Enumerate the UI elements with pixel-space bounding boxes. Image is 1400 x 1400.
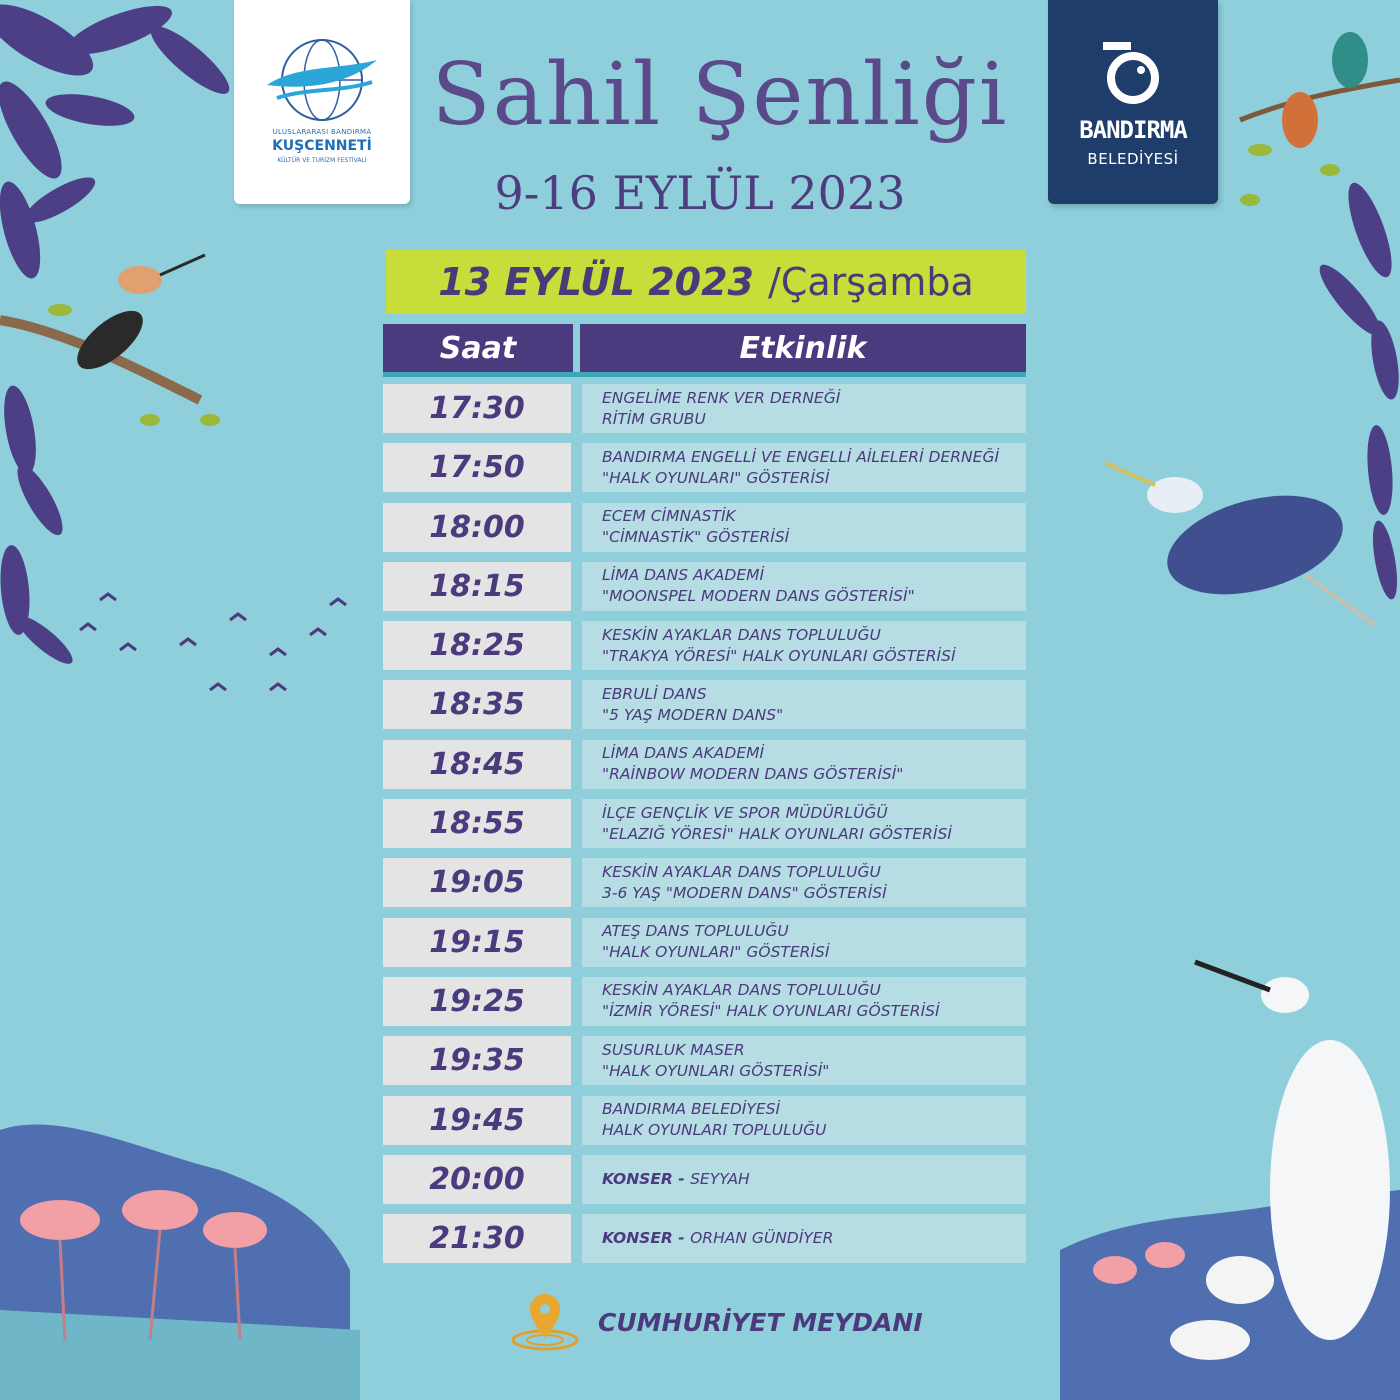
table-row: [383, 977, 1027, 1026]
row-event: [582, 799, 1026, 848]
row-time: 18:15: [383, 562, 571, 611]
municipality-subtitle: BELEDİYESİ: [1087, 150, 1179, 168]
row-time: 19:05: [383, 858, 571, 907]
concert-performer: ORHAN GÜNDİYER: [690, 1229, 834, 1248]
table-row: [383, 1036, 1027, 1085]
day-date: 13 EYLÜL 2023: [438, 260, 755, 304]
concert-line: [602, 1228, 1026, 1249]
row-time: 21:30: [383, 1214, 571, 1263]
row-time: 18:00: [383, 503, 571, 552]
event-line1: KESKİN AYAKLAR DANS TOPLULUĞU: [602, 862, 881, 881]
row-time: 19:45: [383, 1096, 571, 1145]
row-event: [582, 918, 1026, 967]
event-line1: ENGELİME RENK VER DERNEĞİ: [602, 388, 841, 407]
festival-org-line3: KÜLTÜR VE TURİZM FESTİVALİ: [277, 157, 367, 164]
row-time: 18:35: [383, 680, 571, 729]
event-line1: KESKİN AYAKLAR DANS TOPLULUĞU: [602, 981, 881, 1000]
row-time: 18:55: [383, 799, 571, 848]
bird-logo-icon: [1093, 40, 1173, 110]
row-event: [582, 1096, 1026, 1145]
foliage-right-illustration: [1200, 0, 1400, 720]
event-line1: LİMA DANS AKADEMİ: [602, 566, 765, 585]
municipality-name: BANDIRMA: [1079, 116, 1187, 144]
venue-name: CUMHURİYET MEYDANI: [598, 1307, 923, 1337]
event-line1: KESKİN AYAKLAR DANS TOPLULUĞU: [602, 625, 881, 644]
festival-org-name: KUŞCENNETİ: [272, 138, 372, 154]
event-line2: RİTİM GRUBU: [602, 409, 706, 428]
table-row: [383, 443, 1027, 492]
hoopoe-bird: [68, 255, 205, 380]
event-line2: "5 YAŞ MODERN DANS": [602, 705, 784, 724]
event-line2: "RAİNBOW MODERN DANS GÖSTERİSİ": [602, 765, 904, 784]
table-row: [383, 858, 1027, 907]
concert-label: KONSER: [602, 1169, 673, 1188]
venue: [510, 1292, 923, 1352]
table-row: [383, 1155, 1027, 1204]
row-time: 17:50: [383, 443, 571, 492]
event-line1: ATEŞ DANS TOPLULUĞU: [602, 922, 789, 941]
table-row: [383, 1214, 1027, 1263]
row-event: [582, 680, 1026, 729]
event-line1: EBRULİ DANS: [602, 684, 707, 703]
table-row: [383, 740, 1027, 789]
event-line2: HALK OYUNLARI TOPLULUĞU: [602, 1121, 827, 1140]
table-row: [383, 621, 1027, 670]
column-header-event: Etkinlik: [580, 324, 1026, 372]
schedule-table: [383, 384, 1027, 1273]
row-time: 19:25: [383, 977, 571, 1026]
event-line2: "CİMNASTİK" GÖSTERİSİ: [602, 528, 790, 547]
event-line1: SUSURLUK MASER: [602, 1040, 745, 1059]
row-event: [582, 977, 1026, 1026]
row-time: 17:30: [383, 384, 571, 433]
day-banner: [386, 250, 1026, 314]
festival-org-line1: ULUSLARARASI BANDIRMA: [272, 128, 372, 136]
row-event: [582, 503, 1026, 552]
event-line2: "HALK OYUNLARI GÖSTERİSİ": [602, 1061, 830, 1080]
day-weekday: /Çarşamba: [768, 260, 974, 304]
event-line2: "HALK OYUNLARI" GÖSTERİSİ: [602, 468, 830, 487]
event-line2: 3-6 YAŞ "MODERN DANS" GÖSTERİSİ: [602, 883, 887, 902]
concert-label: KONSER: [602, 1229, 673, 1248]
egret-and-pelicans-illustration: [1060, 950, 1400, 1400]
table-row: [383, 799, 1027, 848]
row-event: [582, 1214, 1026, 1263]
event-line1: BANDIRMA ENGELLİ VE ENGELLİ AİLELERİ DERNEĞİ: [602, 447, 1000, 466]
row-time: 20:00: [383, 1155, 571, 1204]
table-row: [383, 503, 1027, 552]
event-line2: "İZMİR YÖRESİ" HALK OYUNLARI GÖSTERİSİ: [602, 1002, 940, 1021]
event-line1: BANDIRMA BELEDİYESİ: [602, 1100, 781, 1119]
bee-eater-birds: [1282, 32, 1368, 148]
globe-bird-logo-icon: [267, 30, 377, 130]
row-event: [582, 562, 1026, 611]
heron-illustration: [1105, 455, 1385, 635]
flamingo-landscape: [0, 1110, 360, 1400]
event-line1: ECEM CİMNASTİK: [602, 507, 736, 526]
concert-separator: -: [672, 1229, 691, 1248]
table-row: [383, 680, 1027, 729]
event-title: Sahil Şenliği: [431, 45, 1009, 145]
row-time: 18:45: [383, 740, 571, 789]
row-event: [582, 1036, 1026, 1085]
festival-logo-banner: [234, 0, 410, 204]
table-row: [383, 562, 1027, 611]
event-line1: İLÇE GENÇLİK VE SPOR MÜDÜRLÜĞÜ: [602, 803, 888, 822]
event-dates: 9-16 EYLÜL 2023: [494, 166, 906, 220]
foliage-left-illustration: [0, 0, 260, 720]
row-event: [582, 443, 1026, 492]
table-row: [383, 1096, 1027, 1145]
row-event: [582, 1155, 1026, 1204]
column-header-time: Saat: [383, 324, 573, 372]
event-line2: "ELAZIĞ YÖRESİ" HALK OYUNLARI GÖSTERİSİ: [602, 824, 952, 843]
header-divider: [383, 372, 1026, 377]
event-line2: "MOONSPEL MODERN DANS GÖSTERİSİ": [602, 587, 915, 606]
row-time: 19:35: [383, 1036, 571, 1085]
row-time: 19:15: [383, 918, 571, 967]
concert-line: [602, 1169, 1026, 1190]
event-line2: "HALK OYUNLARI" GÖSTERİSİ: [602, 943, 830, 962]
row-event: [582, 858, 1026, 907]
row-event: [582, 740, 1026, 789]
concert-separator: -: [672, 1169, 691, 1188]
event-line1: LİMA DANS AKADEMİ: [602, 744, 765, 763]
row-event: [582, 384, 1026, 433]
table-row: [383, 918, 1027, 967]
table-row: [383, 384, 1027, 433]
location-pin-icon: [510, 1292, 580, 1352]
flock-of-birds: [70, 590, 370, 710]
row-time: 18:25: [383, 621, 571, 670]
municipality-logo-banner: [1048, 0, 1218, 204]
row-event: [582, 621, 1026, 670]
concert-performer: SEYYAH: [690, 1169, 750, 1188]
event-line2: "TRAKYA YÖRESİ" HALK OYUNLARI GÖSTERİSİ: [602, 646, 956, 665]
